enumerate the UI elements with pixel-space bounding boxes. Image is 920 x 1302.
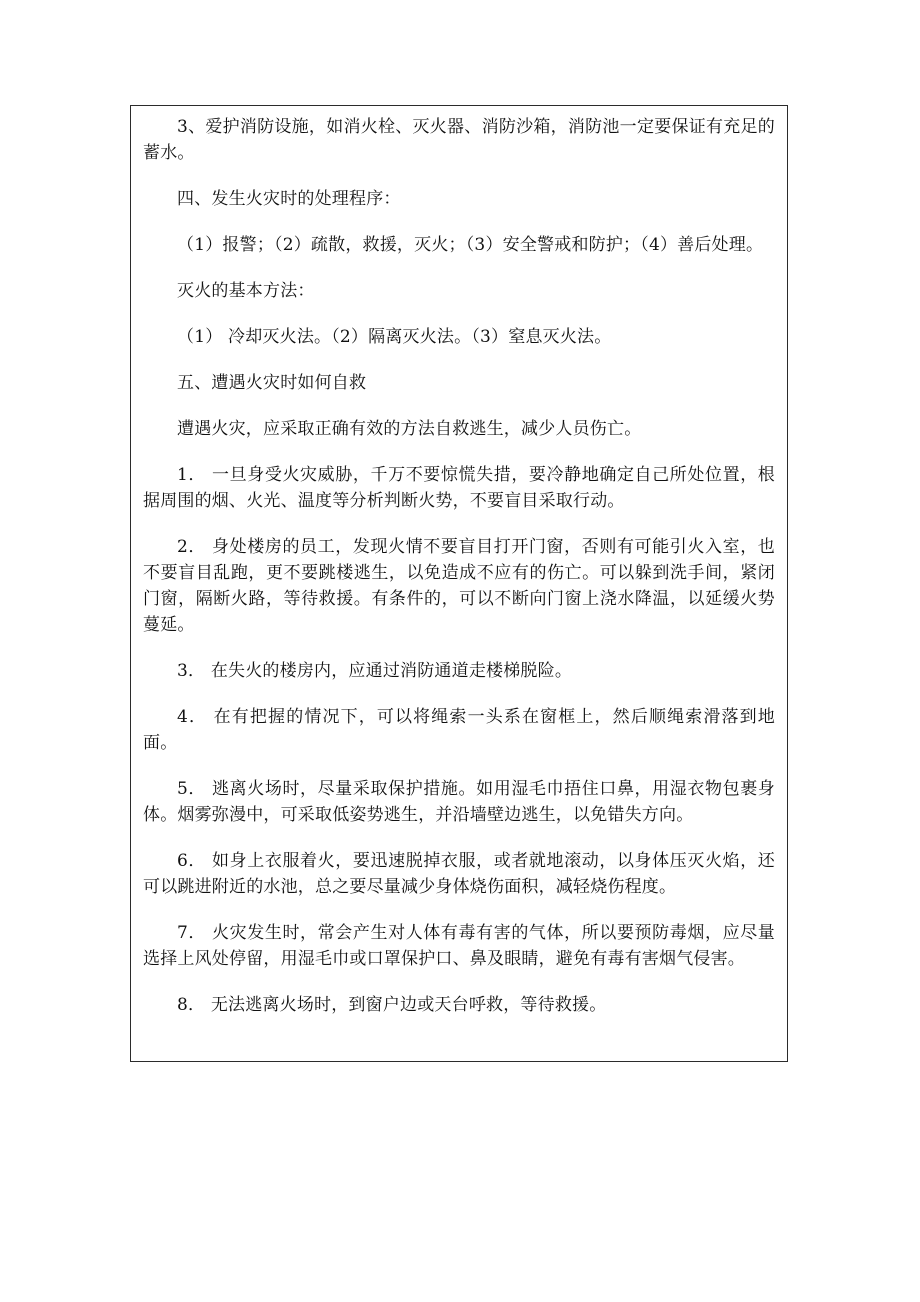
list-item-1: 1． 一旦身受火灾威胁，千万不要惊慌失措，要冷静地确定自己所处位置，根据周围的烟、火光、温度等分析判断火势，不要盲目采取行动。 (143, 465, 775, 511)
heading-self-rescue: 五、遭遇火灾时如何自救 (177, 373, 367, 393)
list-item-5: 5． 逃离火场时，尽量采取保护措施。如用湿毛巾捂住口鼻，用湿衣物包裹身体。烟雾弥漫中，可采取低姿势逃生，并沿墙壁边逃生，以免错失方向。 (143, 779, 775, 825)
heading-extinguish-methods: 灭火的基本方法： (177, 281, 315, 301)
heading-fire-procedure: 四、发生火灾时的处理程序： (177, 189, 401, 209)
paragraph-procedure-steps: （1）报警；（2）疏散，救援，灭火；（3）安全警戒和防护；（4）善后处理。 (177, 235, 764, 255)
list-item-3: 3． 在失火的楼房内，应通过消防通道走楼梯脱险。 (177, 661, 573, 681)
list-item-2: 2． 身处楼房的员工，发现火情不要盲目打开门窗，否则有可能引火入室，也不要盲目乱跑，更不要跳楼逃生，以免造成不应有的伤亡。可以躲到洗手间，紧闭门窗，隔断火路，等待救援。有条件的，可以不断向门窗上浇水降温，以延缓火势蔓延。 (143, 537, 775, 635)
list-item-7: 7． 火灾发生时，常会产生对人体有毒有害的气体，所以要预防毒烟，应尽量选择上风处停留，用湿毛巾或口罩保护口、鼻及眼睛，避免有毒有害烟气侵害。 (143, 923, 775, 969)
list-item-8: 8． 无法逃离火场时，到窗户边或天台呼救，等待救援。 (177, 995, 607, 1015)
paragraph-extinguish-methods: （1） 冷却灭火法。（2）隔离灭火法。（3）窒息灭火法。 (177, 327, 612, 347)
list-item-4: 4． 在有把握的情况下，可以将绳索一头系在窗框上，然后顺绳索滑落到地面。 (143, 707, 775, 753)
paragraph-fire-facilities: 3、爱护消防设施，如消火栓、灭火器、消防沙箱，消防池一定要保证有充足的蓄水。 (143, 117, 775, 163)
document-body (143, 114, 775, 1038)
document-frame (130, 105, 788, 1062)
list-item-6: 6． 如身上衣服着火，要迅速脱掉衣服，或者就地滚动，以身体压灭火焰，还可以跳进附近的水池，总之要尽量减少身体烧伤面积，减轻烧伤程度。 (143, 851, 775, 897)
paragraph-self-rescue-intro: 遭遇火灾，应采取正确有效的方法自救逃生，减少人员伤亡。 (177, 419, 642, 439)
